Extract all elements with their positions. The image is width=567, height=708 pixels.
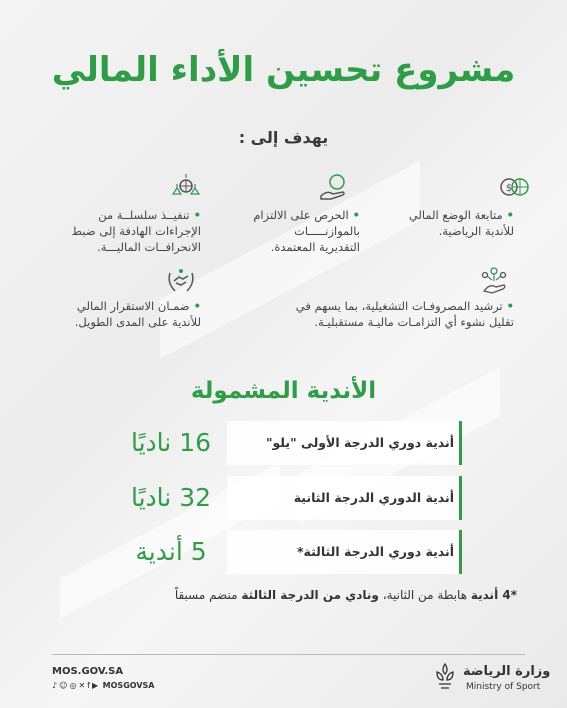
page-title: مشروع تحسين الأداء المالي <box>51 50 516 90</box>
facebook-icon[interactable]: f <box>87 681 90 690</box>
instagram-icon[interactable]: ◎ <box>69 681 77 690</box>
footnote <box>175 588 517 602</box>
goal-line: ترشيد المصروفـات التشغيلية، بما يسهم في <box>295 299 503 313</box>
club-count: 32 ناديًا <box>130 483 212 512</box>
goal-item: •ضمـان الاستقرار المالي للأندية على المدى الطويل. <box>31 298 201 330</box>
goal-line: الانحرافــات الماليـــة. <box>97 240 201 254</box>
hand-globe-icon <box>317 172 349 202</box>
club-row <box>115 476 462 520</box>
accent-bar <box>459 421 462 465</box>
club-league: أندية دوري الدرجة الأولى "يلو" <box>265 435 454 450</box>
goal-line: للأندية الرياضية. <box>438 224 514 238</box>
website-link[interactable]: MOS.GOV.SA <box>52 666 124 677</box>
goal-line: ضمـان الاستقرار المالي <box>76 299 190 313</box>
ministry-logo-icon <box>431 662 459 694</box>
club-league: أندية الدوري الدرجة الثانية <box>293 490 454 505</box>
goal-line: للأندية على المدى الطويل. <box>74 315 201 329</box>
coins-globe-icon <box>498 172 530 202</box>
clubs-title: الأندية المشمولة <box>190 378 377 404</box>
social-handle: MOSGOVSA <box>102 681 155 690</box>
ministry-name-en: Ministry of Sport <box>466 682 541 692</box>
goal-item: •ترشيد المصروفـات التشغيلية، بما يسهم في تقليل نشوء أي التزامـات ماليـة مستقبليـة. <box>234 298 514 330</box>
x-icon[interactable]: ✕ <box>78 681 86 690</box>
accent-bar <box>459 530 462 574</box>
club-row <box>115 421 462 465</box>
youtube-icon[interactable]: ▶ <box>91 681 99 690</box>
goal-line: تنفيــذ سلسلــة من <box>98 208 190 222</box>
goal-item: •تنفيــذ سلسلــة من الإجراءات الهادفة إلى ضبط الانحرافــات الماليـــة. <box>31 207 201 255</box>
goal-item: •الحرص على الالتزام بالموازنـــــات التقديرية المعتمدة. <box>210 207 360 255</box>
handshake-wreath-icon <box>165 265 197 295</box>
footnote-suffix: منضم مسبقاً <box>174 588 242 602</box>
club-count: 16 ناديًا <box>130 428 212 457</box>
goal-line: الحرص على الالتزام <box>253 208 349 222</box>
network-hand-icon <box>478 265 510 295</box>
club-count: 5 أندية <box>135 537 207 566</box>
goal-line: بالموازنـــــات <box>294 224 360 238</box>
social-row <box>52 681 155 690</box>
goal-line: التقديرية المعتمدة. <box>270 240 360 254</box>
goal-item: •متابعة الوضع المالي للأندية الرياضية. <box>334 207 514 239</box>
footnote-bold: ونادي من الدرجة الثالثة <box>241 588 379 602</box>
tiktok-icon[interactable]: ♪ <box>52 681 58 690</box>
club-row <box>115 530 462 574</box>
goal-line: تقليل نشوء أي التزامـات ماليـة مستقبليـة. <box>314 315 514 329</box>
club-league: أندية دوري الدرجة الثالثة* <box>296 544 454 559</box>
goal-line: الإجراءات الهادفة إلى ضبط <box>71 224 201 238</box>
snapchat-icon[interactable]: ☺ <box>59 681 68 690</box>
accent-bar <box>459 476 462 520</box>
goal-line: متابعة الوضع المالي <box>408 208 503 222</box>
footnote-prefix: *4 أندية <box>470 588 517 602</box>
footnote-middle: هابطة من الثانية، <box>378 588 471 602</box>
goals-subtitle: يهدف إلى : <box>238 128 329 147</box>
globe-scales-icon <box>170 172 202 202</box>
svg-text:$: $ <box>505 183 513 194</box>
footer-divider <box>52 654 525 655</box>
ministry-name-ar: وزارة الرياضة <box>463 664 551 679</box>
